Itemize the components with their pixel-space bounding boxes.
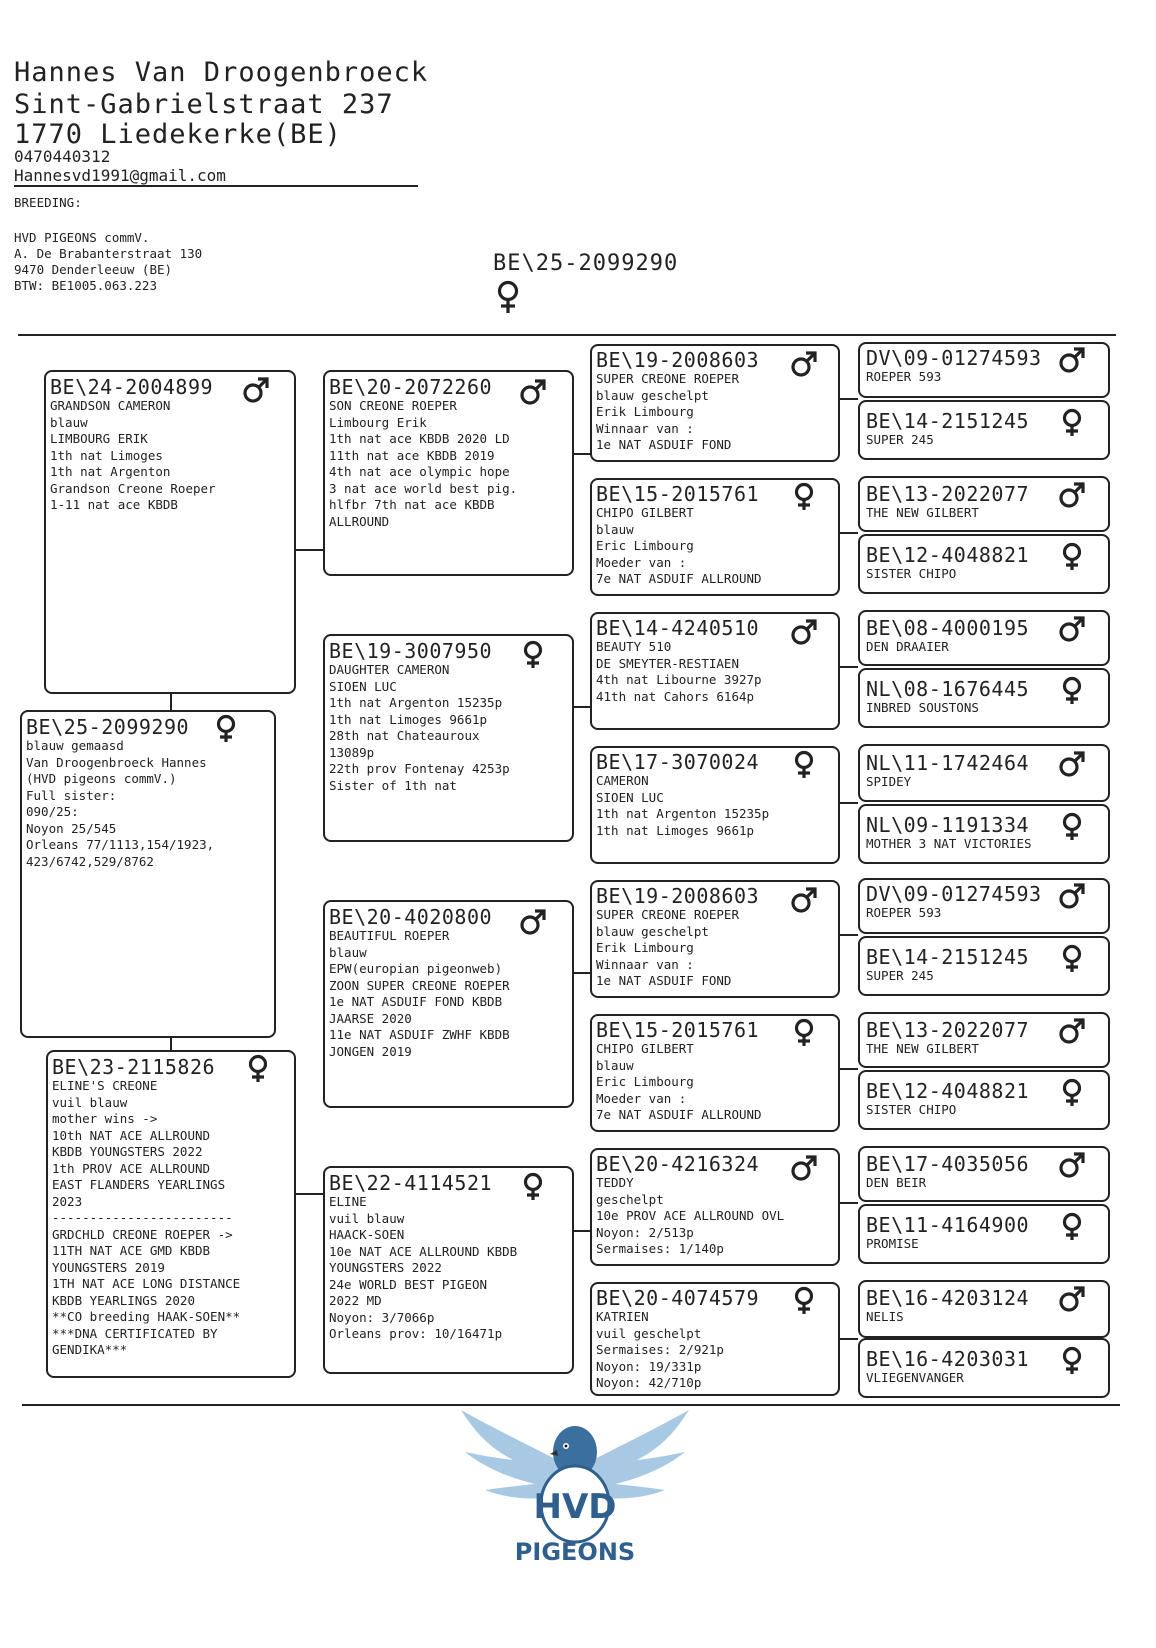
dam-line-6: 1th PROV ACE ALLROUND — [52, 1160, 211, 1176]
gg-line: blauw geschelpt — [596, 387, 709, 403]
ggg-card — [858, 744, 1110, 802]
ggg-ring: BE\16-4203031 — [866, 1347, 1030, 1371]
male-icon — [790, 1154, 818, 1182]
grandparent-line: hlfbr 7th nat ace KBDB — [329, 497, 495, 512]
gg-line: SIOEN LUC — [596, 789, 664, 805]
grandparent-line: DAUGHTER CAMERON — [329, 662, 450, 677]
gg-line: 7e NAT ASDUIF ALLROUND — [596, 571, 762, 586]
gg-line: SUPER CREONE ROEPER — [596, 907, 739, 922]
gg-ring: BE\20-4216324 — [596, 1152, 760, 1176]
breeding-line-4: BTW: BE1005.063.223 — [14, 278, 157, 293]
ggg-ring: BE\16-4203124 — [866, 1286, 1030, 1310]
gg-line: DE SMEYTER-RESTIAEN — [596, 655, 739, 671]
grandparent-line: SON CREONE ROEPER — [329, 398, 457, 413]
gg-ring: BE\17-3070024 — [596, 750, 760, 774]
male-icon — [1058, 481, 1086, 509]
ggg-card — [858, 1204, 1110, 1264]
ggg-name: DEN BEIR — [866, 1175, 927, 1190]
main-female-icon — [495, 280, 521, 314]
dam-line-16: ***DNA CERTIFICATED BY — [52, 1325, 218, 1341]
grandparent-line: 4th nat ace olympic hope — [329, 464, 510, 479]
female-icon — [519, 1172, 547, 1200]
great-grandparent-card-1 — [590, 344, 840, 462]
gg-line: Erik Limbourg — [596, 940, 694, 955]
gg-line: TEDDY — [596, 1175, 634, 1190]
ggg-ring: NL\09-1191334 — [866, 813, 1030, 837]
gg-ring: BE\15-2015761 — [596, 482, 760, 506]
ggg-name: SUPER 245 — [866, 432, 934, 447]
subject-line-6: 090/25: — [26, 804, 79, 819]
gg-line: Sermaises: 1/140p — [596, 1241, 724, 1256]
subject-line-7: Noyon 25/545 — [26, 820, 117, 836]
subject-line-9: 423/6742,529/8762 — [26, 853, 154, 869]
ggg-name: ROEPER 593 — [866, 905, 942, 920]
dam-line-3: mother wins -> — [52, 1111, 158, 1126]
gg-ring: BE\15-2015761 — [596, 1018, 760, 1042]
female-icon — [1058, 408, 1086, 436]
female-icon — [790, 1286, 818, 1314]
grandparent-line: Noyon: 3/7066p — [329, 1309, 435, 1325]
gg-line: 1e NAT ASDUIF FOND — [596, 973, 732, 988]
grandparent-line: 11e NAT ASDUIF ZWHF KBDB — [329, 1027, 510, 1042]
grandparent-line: 1th nat Limoges 9661p — [329, 711, 488, 727]
male-icon — [790, 618, 818, 646]
ggg-ring: BE\13-2022077 — [866, 1018, 1030, 1042]
owner-city: 1770 Liedekerke(BE) — [14, 119, 342, 150]
male-icon — [242, 376, 270, 404]
owner-phone: 0470440312 — [14, 147, 111, 166]
grandparent-line: ZOON SUPER CREONE ROEPER — [329, 977, 510, 993]
great-grandparent-card-8 — [590, 1282, 840, 1396]
ggg-ring: BE\13-2022077 — [866, 482, 1030, 506]
grandparent-line: YOUNGSTERS 2022 — [329, 1260, 442, 1275]
subject-line-4: (HVD pigeons commV.) — [26, 771, 177, 786]
grandparent-line: 2022 MD — [329, 1293, 382, 1308]
ggg-ring: BE\08-4000195 — [866, 616, 1030, 640]
grandparent-ring: BE\22-4114521 — [329, 1171, 493, 1195]
male-icon — [1058, 882, 1086, 910]
owner-name: Hannes Van Droogenbroeck — [14, 57, 429, 88]
subject-ring: BE\25-2099290 — [26, 715, 190, 739]
female-icon — [212, 714, 240, 742]
connector — [293, 549, 323, 551]
gg-line: blauw — [596, 1057, 634, 1073]
male-icon — [1058, 1151, 1086, 1179]
great-grandparent-card-6 — [590, 1014, 840, 1132]
ggg-ring: BE\17-4035056 — [866, 1152, 1030, 1176]
grandparent-line: Limbourg Erik — [329, 414, 427, 430]
ggg-name: ROEPER 593 — [866, 369, 942, 384]
grandparent-line: JAARSE 2020 — [329, 1010, 412, 1026]
dam-line-17: GENDIKA*** — [52, 1342, 128, 1357]
connector — [838, 802, 858, 804]
grandparent-line: EPW(europian pigeonweb) — [329, 961, 503, 976]
dam-line-5: KBDB YOUNGSTERS 2022 — [52, 1144, 203, 1159]
female-icon — [790, 482, 818, 510]
ggg-name: SUPER 245 — [866, 968, 934, 983]
dam-line-2: vuil blauw — [52, 1094, 128, 1110]
ggg-ring: BE\14-2151245 — [866, 409, 1030, 433]
breeding-label: BREEDING: — [14, 195, 82, 210]
female-icon — [1058, 812, 1086, 840]
great-grandparent-card-3 — [590, 612, 840, 730]
female-icon — [790, 750, 818, 778]
male-icon — [1058, 1285, 1086, 1313]
dam-line-9: ------------------------ — [52, 1210, 233, 1225]
owner-street: Sint-Gabrielstraat 237 — [14, 89, 394, 120]
grandparent-line: Orleans prov: 10/16471p — [329, 1326, 503, 1341]
subject-line-5: Full sister: — [26, 787, 117, 803]
owner-email: Hannesvd1991@gmail.com — [14, 166, 226, 185]
ggg-ring: BE\12-4048821 — [866, 1079, 1030, 1103]
gg-line: 1th nat Limoges 9661p — [596, 822, 755, 838]
breeding-line-2: A. De Brabanterstraat 130 — [14, 246, 203, 261]
grandparent-line: 13089p — [329, 744, 375, 760]
grandparent-line: HAACK-SOEN — [329, 1227, 405, 1242]
sire-line-3: LIMBOURG ERIK — [50, 431, 148, 446]
ggg-card — [858, 804, 1110, 864]
grandparent-line: 10e NAT ACE ALLROUND KBDB — [329, 1243, 518, 1259]
grandparent-line: 3 nat ace world best pig. — [329, 480, 518, 496]
ggg-card — [858, 610, 1110, 666]
male-icon — [1058, 1017, 1086, 1045]
great-grandparent-card-5 — [590, 880, 840, 998]
ggg-ring: DV\09-01274593 — [866, 882, 1042, 906]
dam-line-4: 10th NAT ACE ALLROUND — [52, 1127, 211, 1143]
male-icon — [790, 350, 818, 378]
great-grandparent-card-2 — [590, 478, 840, 596]
logo-initials: HVD — [533, 1487, 617, 1527]
male-icon — [790, 886, 818, 914]
grandparent-line: JONGEN 2019 — [329, 1043, 412, 1059]
dam-line-14: KBDB YEARLINGS 2020 — [52, 1292, 195, 1308]
grandparent-line: BEAUTIFUL ROEPER — [329, 928, 450, 943]
breeding-line-1: HVD PIGEONS commV. — [14, 230, 150, 245]
great-grandparent-card-7 — [590, 1148, 840, 1266]
connector — [572, 453, 592, 455]
gg-line: blauw geschelpt — [596, 923, 709, 939]
gg-line: 1e NAT ASDUIF FOND — [596, 437, 732, 452]
gg-line: 1th nat Argenton 15235p — [596, 806, 770, 821]
connector — [572, 1230, 592, 1232]
sire-ring: BE\24-2004899 — [50, 375, 214, 399]
header-underline — [14, 185, 418, 187]
female-icon — [790, 1018, 818, 1046]
ggg-ring: NL\11-1742464 — [866, 751, 1030, 775]
hvd-pigeons-logo — [455, 1400, 695, 1566]
sire-line-6: Grandson Creone Roeper — [50, 480, 216, 496]
connector — [838, 1068, 858, 1070]
gg-line: CAMERON — [596, 773, 649, 788]
gg-line: CHIPO GILBERT — [596, 505, 694, 520]
ggg-card — [858, 1146, 1110, 1202]
sire-line-1: GRANDSON CAMERON — [50, 398, 171, 413]
ggg-name: NELIS — [866, 1309, 904, 1324]
ggg-ring: BE\11-4164900 — [866, 1213, 1030, 1237]
connector — [838, 666, 858, 668]
subject-line-8: Orleans 77/1113,154/1923, — [26, 837, 215, 852]
grandparent-line: 1th nat Argenton 15235p — [329, 695, 503, 710]
connector — [170, 692, 172, 712]
dam-line-1: ELINE'S CREONE — [52, 1078, 158, 1093]
ggg-card — [858, 400, 1110, 460]
ggg-name: SISTER CHIPO — [866, 566, 957, 581]
dam-line-12: YOUNGSTERS 2019 — [52, 1259, 165, 1275]
female-icon — [1058, 1346, 1086, 1374]
gg-line: Winnaar van : — [596, 420, 694, 436]
connector — [838, 1338, 858, 1340]
dam-line-15: **CO breeding HAAK-SOEN** — [52, 1309, 241, 1324]
ggg-name: THE NEW GILBERT — [866, 505, 979, 520]
grandparent-line: blauw — [329, 944, 367, 960]
subject-card — [20, 710, 276, 1038]
connector — [838, 398, 858, 400]
female-icon — [1058, 1078, 1086, 1106]
grandparent-line: ELINE — [329, 1194, 367, 1209]
ggg-name: INBRED SOUSTONS — [866, 700, 979, 715]
sire-line-4: 1th nat Limoges — [50, 447, 163, 463]
female-icon — [1058, 944, 1086, 972]
male-icon — [519, 908, 547, 936]
gg-line: blauw — [596, 521, 634, 537]
ggg-card — [858, 1338, 1110, 1398]
ggg-card — [858, 936, 1110, 996]
dam-ring: BE\23-2115826 — [52, 1055, 216, 1079]
ggg-card — [858, 878, 1110, 934]
grandparent-card-1 — [323, 370, 574, 576]
gg-ring: BE\19-2008603 — [596, 348, 760, 372]
grandparent-line: 11th nat ace KBDB 2019 — [329, 447, 495, 463]
grandparent-ring: BE\20-4020800 — [329, 905, 493, 929]
female-icon — [1058, 542, 1086, 570]
gg-ring: BE\14-4240510 — [596, 616, 760, 640]
ggg-name: MOTHER 3 NAT VICTORIES — [866, 836, 1032, 851]
connector — [838, 1202, 858, 1204]
dam-line-11: 11TH NAT ACE GMD KBDB — [52, 1243, 211, 1258]
gg-line: geschelpt — [596, 1191, 664, 1207]
gg-line: Moeder van : — [596, 1090, 687, 1106]
top-divider — [18, 334, 1116, 336]
ggg-name: SPIDEY — [866, 774, 912, 789]
main-ring-number: BE\25-2099290 — [493, 251, 679, 276]
gg-ring: BE\20-4074579 — [596, 1286, 760, 1310]
gg-line: SUPER CREONE ROEPER — [596, 371, 739, 386]
ggg-name: THE NEW GILBERT — [866, 1041, 979, 1056]
logo-word: PIGEONS — [514, 1538, 636, 1566]
dam-line-13: 1TH NAT ACE LONG DISTANCE — [52, 1276, 241, 1291]
gg-line: 7e NAT ASDUIF ALLROUND — [596, 1107, 762, 1122]
subject-line-3: Van Droogenbroeck Hannes — [26, 754, 207, 770]
sire-line-2: blauw — [50, 414, 88, 430]
grandparent-line: 28th nat Chateauroux — [329, 728, 480, 743]
ggg-name: PROMISE — [866, 1236, 919, 1251]
grandparent-ring: BE\19-3007950 — [329, 639, 493, 663]
gg-line: Eric Limbourg — [596, 1074, 694, 1089]
connector — [572, 972, 592, 974]
ggg-name: DEN DRAAIER — [866, 639, 949, 654]
dam-line-10: GRDCHLD CREONE ROEPER -> — [52, 1226, 233, 1242]
gg-line: CHIPO GILBERT — [596, 1041, 694, 1056]
female-icon — [1058, 1212, 1086, 1240]
dam-line-8: 2023 — [52, 1193, 83, 1209]
sire-card — [44, 370, 296, 694]
gg-line: 41th nat Cahors 6164p — [596, 688, 755, 704]
male-icon — [1058, 346, 1086, 374]
male-icon — [519, 378, 547, 406]
grandparent-ring: BE\20-2072260 — [329, 375, 493, 399]
connector — [293, 1193, 323, 1195]
gg-line: Erik Limbourg — [596, 404, 694, 419]
ggg-name: VLIEGENVANGER — [866, 1370, 964, 1385]
connector — [838, 934, 858, 936]
gg-line: Sermaises: 2/921p — [596, 1342, 724, 1357]
ggg-card — [858, 668, 1110, 728]
subject-line-2: blauw gemaasd — [26, 738, 124, 753]
gg-line: BEAUTY 510 — [596, 639, 672, 654]
ggg-card — [858, 342, 1110, 398]
gg-line: 10e PROV ACE ALLROUND OVL — [596, 1208, 785, 1223]
grandparent-line: 1th nat ace KBDB 2020 LD — [329, 431, 510, 446]
ggg-ring: NL\08-1676445 — [866, 677, 1030, 701]
gg-line: KATRIEN — [596, 1309, 649, 1324]
male-icon — [1058, 615, 1086, 643]
gg-line: Winnaar van : — [596, 956, 694, 972]
sire-line-5: 1th nat Argenton — [50, 464, 171, 479]
ggg-card — [858, 1012, 1110, 1068]
grandparent-line: 22th prov Fontenay 4253p — [329, 761, 510, 776]
gg-line: Eric Limbourg — [596, 538, 694, 553]
gg-line: Noyon: 19/331p — [596, 1358, 702, 1374]
gg-ring: BE\19-2008603 — [596, 884, 760, 908]
grandparent-line: SIOEN LUC — [329, 678, 397, 694]
dam-line-7: EAST FLANDERS YEARLINGS — [52, 1177, 226, 1192]
gg-line: Noyon: 42/710p — [596, 1375, 702, 1390]
great-grandparent-card-4 — [590, 746, 840, 864]
connector — [572, 706, 592, 708]
ggg-ring: DV\09-01274593 — [866, 346, 1042, 370]
gg-line: Moeder van : — [596, 554, 687, 570]
female-icon — [1058, 676, 1086, 704]
ggg-ring: BE\12-4048821 — [866, 543, 1030, 567]
ggg-ring: BE\14-2151245 — [866, 945, 1030, 969]
sire-line-7: 1-11 nat ace KBDB — [50, 497, 178, 512]
grandparent-card-4 — [323, 1166, 574, 1374]
female-icon — [244, 1054, 272, 1082]
ggg-card — [858, 476, 1110, 532]
breeding-line-3: 9470 Denderleeuw (BE) — [14, 262, 173, 277]
ggg-card — [858, 534, 1110, 594]
gg-line: vuil geschelpt — [596, 1325, 702, 1341]
dam-card — [46, 1050, 296, 1378]
gg-line: 4th nat Libourne 3927p — [596, 672, 762, 687]
connector — [838, 532, 858, 534]
grandparent-card-3 — [323, 900, 574, 1108]
ggg-card — [858, 1280, 1110, 1338]
grandparent-line: Sister of 1th nat — [329, 777, 457, 793]
ggg-name: SISTER CHIPO — [866, 1102, 957, 1117]
grandparent-line: vuil blauw — [329, 1210, 405, 1226]
gg-line: Noyon: 2/513p — [596, 1224, 694, 1240]
grandparent-card-2 — [323, 634, 574, 842]
grandparent-line: ALLROUND — [329, 513, 390, 529]
grandparent-line: 24e WORLD BEST PIGEON — [329, 1276, 488, 1292]
male-icon — [1058, 750, 1086, 778]
ggg-card — [858, 1070, 1110, 1130]
female-icon — [519, 640, 547, 668]
grandparent-line: 1e NAT ASDUIF FOND KBDB — [329, 994, 503, 1009]
